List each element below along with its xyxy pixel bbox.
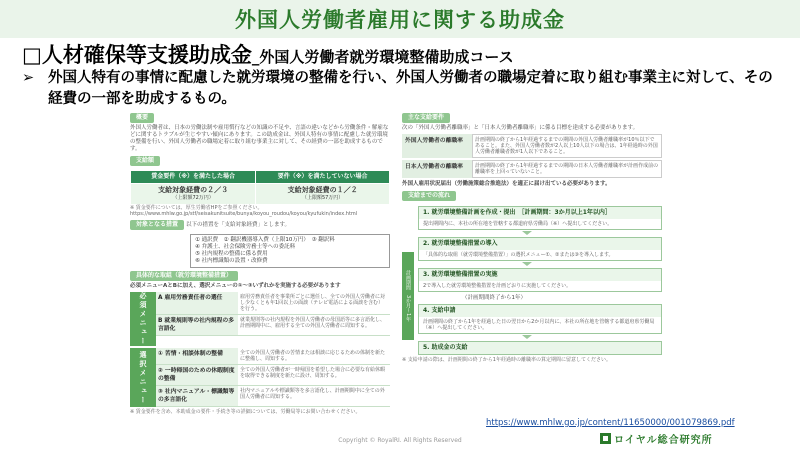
amount-note: ※ 賃金要件については、厚生労働省HPをご参照ください。 https://www.mhlw.go.jp/stf/seisakunitsuite/bunya/koyou_roudou/koyou/kyufukin/index.html [130,205,358,217]
target-text: 以下の措置を「支給対象経費」とします。 [185,222,290,228]
amount-header-not-met: 要件（※）を満たしていない場合 [256,171,390,184]
overview-heading: 概要 [130,113,154,123]
flow-step: 1. 就労環境整備計画を作成・提出 ［計画期間：3か月以上1年以内］ 提出期間内に、本社の所在地を管轄する都道府県労働局（※）へ提出してください。 [418,206,662,230]
subsidy-course: _外国人労働者就労環境整備助成コース [251,48,514,66]
list-item: ④ 弁護士、社会保険労務士等への委託料 [195,244,296,250]
target-heading: 対象となる措置 [130,220,184,230]
table-row: 日本人労働者の離職率 計画期間の終了から1年経過するまでの期間の日本人労働者離職率が計画作成前の離職率を上回っていないこと。 [402,160,662,178]
between-label: （計画期間終了から1年） [462,295,527,301]
page-banner [0,0,800,38]
list-item: ⑤ 社内規程の整備に係る費用 [195,251,268,257]
requirements-heading: 主な支給要件 [402,113,450,123]
logo-text: ロイヤル総合研究所 [614,435,713,446]
list-item: ① 通訳費 ② 翻訳機器導入費（上限10万円） ③ 翻訳料 [195,237,335,243]
flow-step: 2. 就労環境整備措置の導入 「具体的な取組（就労環境整備措置）」の選択メニュー①、②または③を導入します。 [418,237,662,261]
subsidy-name: □人材確保等支援助成金 [22,43,252,67]
optional-menu-label: 選択メニュー [130,348,156,407]
plan-period-band: 計画期間 3か月〜1年 [402,252,414,340]
company-logo [600,431,713,446]
menu-heading: 具体的な取組（就労環境整備措置） [130,271,238,281]
banner-title: 外国人労働者雇用に関する助成金 [235,8,565,32]
table-row: 外国人労働者の離職率 計画期間の終了から1年経過するまでの期間の外国人労働者離職率が10％以下であること。また、外国人労働者数が2人以上10人以下の場合は、1年経過時の外国人労働者離職者数が1人以下であること。 [402,134,662,158]
logo-mark-icon [600,433,611,444]
source-link[interactable]: https://www.mhlw.go.jp/content/11650000/001079869.pdf [486,418,735,428]
right-footnote: ※ 支給申請の際は、計画期間の終了から1年経過時の離職率の算定期間に留意してください。 [402,357,611,363]
table-row: ① 苦情・相談体制の整備 全ての外国人労働者の苦情または相談に応じるための体制を新たに整備し、周知する。 [156,348,390,365]
copyright-text: Copyright © RoyalRI. All Rights Reserved [338,437,462,444]
table-row: ② 一時帰国のための休暇制度の整備 全ての外国人労働者が一時帰国を希望した場合に必要な有給休暇を取得できる制度を新たに設け、周知する。 [156,365,390,386]
right-document-image [402,110,662,410]
amount-header-met: 賃金要件（※）を満たした場合 [131,171,256,184]
list-item: ⑥ 社内標識類の設置・改修費 [195,258,268,264]
required-menu [130,292,390,346]
arrow-bullet-icon: ➢ [22,70,35,86]
down-arrow-icon [522,231,532,235]
table-row: ③ 社内マニュアル・標識類等の多言語化 社内マニュアルや標識類等を多言語化し、計画期間中に全ての外国人労働者に周知する。 [156,386,390,407]
flow-step: 5. 助成金の支給 [418,341,662,355]
overview-text: 外国人労働者は、日本の労働法制や雇用慣行などの知識の不足や、言語の違いなどから労働条件・解雇などに関するトラブルが生じやすい傾向にあります。この助成金は、外国人特有の事情に配慮した就労環境の整備を行い、外国人労働者の職場定着に取り組む事業主に対して、その経費の一部を助成するものです。 [130,125,389,152]
flow-step: 4. 支給申請 計画期間の終了から1年を経過した日の翌日から2か月以内に、本社の所在地を管轄する都道府県労働局（※）へ提出してください。 [418,304,662,334]
requirements-lead: 次の「外国人労働者離職率」と「日本人労働者離職率」に係る目標を達成する必要があります。 [402,125,639,131]
flow-step: 3. 就労環境整備措置の実施 2で導入した就労環境整備措置を計画どおりに実施してください。 [418,268,662,292]
required-menu-label: 必須メニュー [130,292,156,346]
flow-steps [402,206,662,355]
amount-table [130,170,390,205]
table-row: A 雇用労務責任者の選任 雇用労務責任者を事業所ごとに選任し、全ての外国人労働者に対し少なくとも年1回以上の面談（テレビ電話による面談を含む）を行う。 [156,292,390,315]
summary-bullet [22,68,782,110]
summary-text: 外国人特有の事情に配慮した就労環境の整備を行い、外国人労働者の職場定着に取り組む事業主に対して、その経費の一部を助成するもの。 [48,70,773,107]
target-list [190,234,390,268]
optional-menu [130,348,390,407]
left-document-image [130,110,390,415]
flow-heading: 支給までの流れ [402,191,456,201]
amount-cell-met: 支給対象経費の２／３ （上限額72万円） [131,184,256,205]
amount-heading: 支給額 [130,156,160,166]
requirements-extra: 外国人雇用状況届出（労働施策総合推進法）を適正に届け出ている必要があります。 [402,181,611,187]
left-footnote: ※ 賃金要件を含め、本助成金の要件・手続き等の詳細については、労働局等にお問い合わせください。 [130,409,361,415]
menu-lead: 必須メニューAとBに加え、選択メニューの①〜③いずれかを実施する必要があります [130,283,341,289]
down-arrow-icon [522,262,532,266]
down-arrow-icon [522,335,532,339]
page-subtitle [22,39,514,69]
amount-cell-not-met: 支給対象経費の１／２ （上限額57万円） [256,184,390,205]
table-row: B 就業規則等の社内規程の多言語化 就業規則等の社内規程を外国人労働者の母国語等に多言語化し、計画期間中に、雇用する全ての外国人労働者に周知する。 [156,315,390,336]
